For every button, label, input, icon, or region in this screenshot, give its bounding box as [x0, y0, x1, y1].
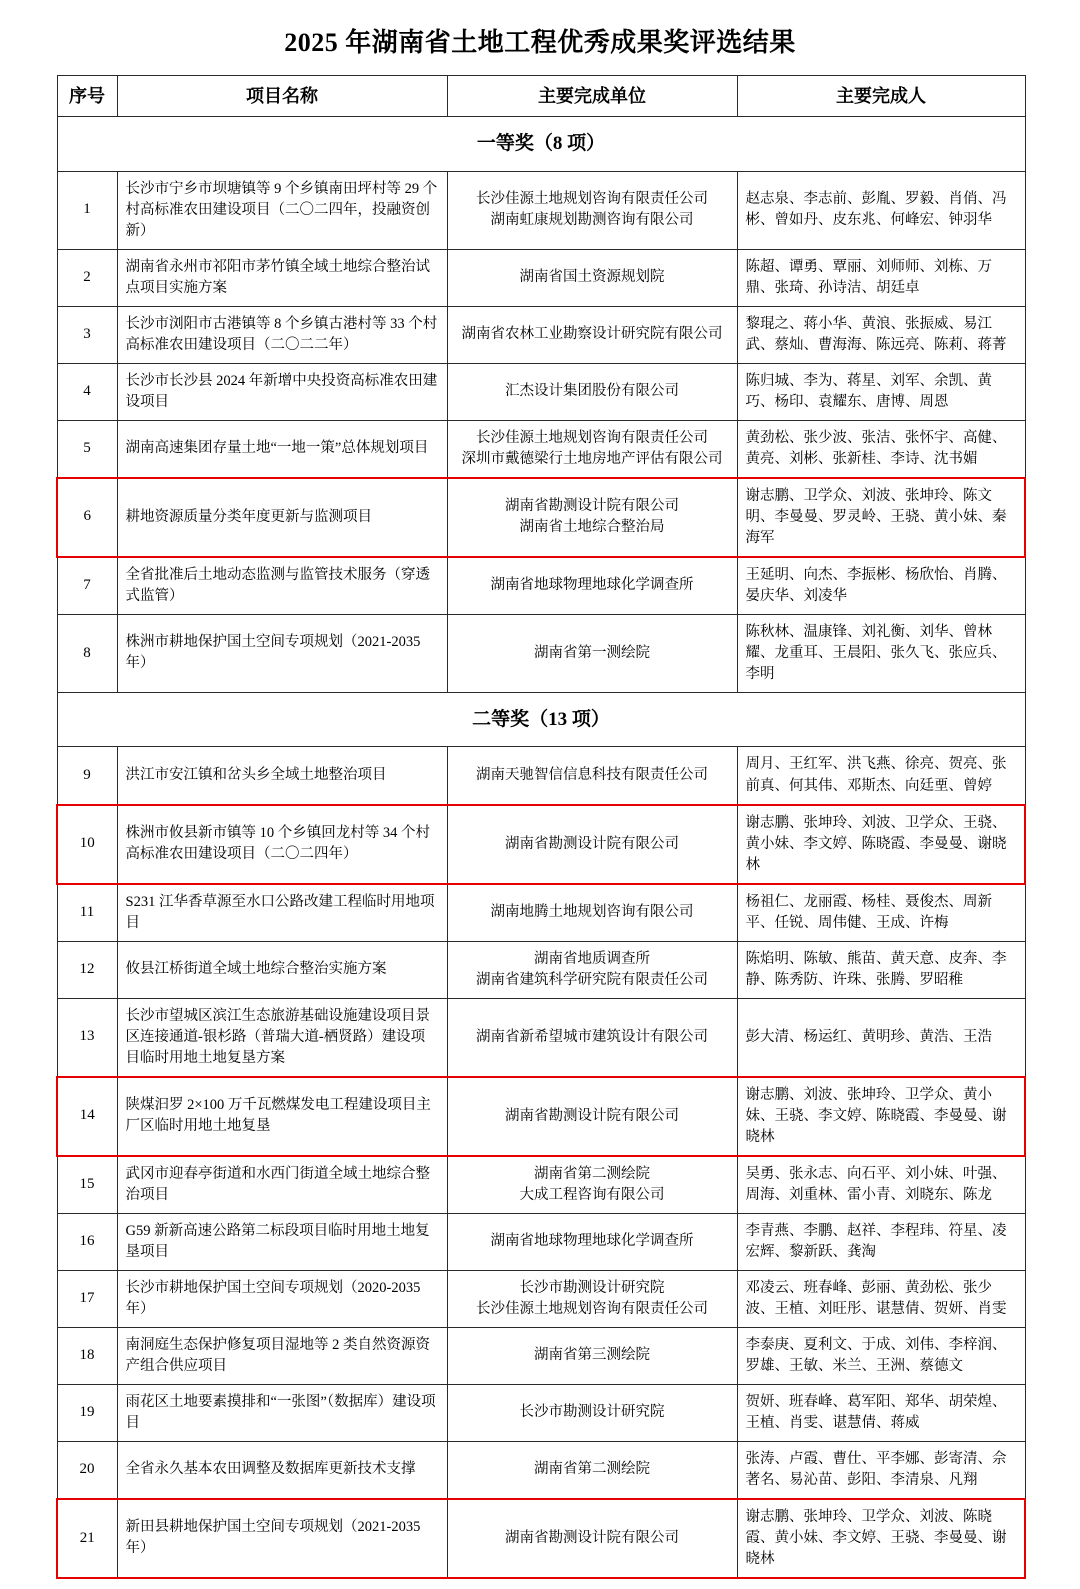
unit-line: 湖南省第一测绘院 — [534, 644, 650, 661]
unit-line: 大成工程咨询有限公司 — [519, 1186, 665, 1203]
unit-line: 长沙佳源土地规划咨询有限责任公司 — [476, 429, 708, 446]
completing-people: 李青燕、李鹏、赵祥、李程玮、符星、凌宏辉、黎新跃、龚淘 — [737, 1213, 1025, 1270]
table-row — [57, 1156, 1025, 1214]
header-row — [57, 76, 1025, 117]
row-index: 16 — [57, 1213, 117, 1270]
column-header-people: 主要完成人 — [737, 76, 1025, 117]
unit-line: 湖南省勘测设计院有限公司 — [505, 498, 679, 515]
completing-people: 李泰庚、夏利文、于成、刘伟、李梓润、罗雄、王敏、米兰、王洲、蔡德文 — [737, 1327, 1025, 1384]
row-index: 8 — [57, 614, 117, 692]
column-header-project-name: 项目名称 — [117, 76, 447, 117]
completing-people: 谢志鹏、刘波、张坤玲、卫学众、黄小妹、王骁、李文婷、陈晓霞、李曼曼、谢晓林 — [737, 1077, 1025, 1156]
completing-unit — [447, 1327, 737, 1384]
unit-line: 湖南省第二测绘院 — [534, 1461, 650, 1478]
project-name: 武冈市迎春亭街道和水西门街道全域土地综合整治项目 — [117, 1156, 447, 1214]
completing-unit — [447, 1077, 737, 1156]
column-header-unit: 主要完成单位 — [447, 76, 737, 117]
completing-people: 谢志鹏、张坤玲、刘波、卫学众、王骁、黄小妹、李文婷、陈晓霞、李曼曼、谢晓林 — [737, 805, 1025, 884]
completing-unit — [447, 1499, 737, 1578]
completing-unit — [447, 805, 737, 884]
table-row — [57, 747, 1025, 805]
row-index: 17 — [57, 1270, 117, 1327]
row-index: 4 — [57, 363, 117, 420]
results-table — [56, 75, 1026, 1579]
unit-line: 湖南地腾土地规划咨询有限公司 — [490, 904, 694, 921]
row-index: 12 — [57, 941, 117, 998]
table-body — [57, 117, 1025, 1578]
table-row — [57, 478, 1025, 557]
completing-people: 谢志鹏、卫学众、刘波、张坤玲、陈文明、李曼曼、罗灵岭、王骁、黄小妹、秦海军 — [737, 478, 1025, 557]
table-row — [57, 1441, 1025, 1499]
table-row — [57, 306, 1025, 363]
completing-unit — [447, 1213, 737, 1270]
row-index: 9 — [57, 747, 117, 805]
row-index: 3 — [57, 306, 117, 363]
completing-unit — [447, 363, 737, 420]
completing-people: 赵志泉、李志前、彭胤、罗毅、肖俏、冯彬、曾如丹、皮东兆、何峰宏、钟羽华 — [737, 171, 1025, 249]
project-name: 长沙市浏阳市古港镇等 8 个乡镇古港村等 33 个村高标准农田建设项目（二〇二二年） — [117, 306, 447, 363]
project-name: 长沙市耕地保护国土空间专项规划（2020-2035 年） — [117, 1270, 447, 1327]
table-row — [57, 1213, 1025, 1270]
completing-unit — [447, 306, 737, 363]
completing-unit — [447, 1156, 737, 1214]
completing-unit — [447, 420, 737, 478]
table-row — [57, 249, 1025, 306]
unit-line: 湖南省新希望城市建筑设计有限公司 — [476, 1028, 708, 1045]
unit-line: 湖南省勘测设计院有限公司 — [505, 835, 679, 852]
completing-people: 黎琨之、蒋小华、黄浪、张振威、易江武、蔡灿、曹海海、陈远亮、陈莉、蒋菁 — [737, 306, 1025, 363]
unit-line: 湖南省农林工业勘察设计研究院有限公司 — [461, 326, 723, 343]
completing-people: 吴勇、张永志、向石平、刘小妹、叶强、周海、刘重林、雷小青、刘晓东、陈龙 — [737, 1156, 1025, 1214]
unit-line: 湖南省第二测绘院 — [534, 1165, 650, 1182]
row-index: 15 — [57, 1156, 117, 1214]
row-index: 21 — [57, 1499, 117, 1578]
table-row — [57, 884, 1025, 942]
completing-unit — [447, 884, 737, 942]
column-header-no: 序号 — [57, 76, 117, 117]
section-header-row — [57, 692, 1025, 747]
row-index: 10 — [57, 805, 117, 884]
table-row — [57, 998, 1025, 1077]
unit-line: 汇杰设计集团股份有限公司 — [505, 383, 679, 400]
unit-line: 湖南省第三测绘院 — [534, 1347, 650, 1364]
project-name: 全省永久基本农田调整及数据库更新技术支撑 — [117, 1441, 447, 1499]
completing-people: 王延明、向杰、李振彬、杨欣怡、肖腾、晏庆华、刘凌华 — [737, 557, 1025, 615]
row-index: 13 — [57, 998, 117, 1077]
completing-people: 彭大清、杨运红、黄明珍、黄浩、王浩 — [737, 998, 1025, 1077]
unit-line: 湖南省地球物理地球化学调查所 — [490, 1233, 694, 1250]
table-row — [57, 171, 1025, 249]
project-name: 南洞庭生态保护修复项目湿地等 2 类自然资源资产组合供应项目 — [117, 1327, 447, 1384]
completing-people: 邓凌云、班春峰、彭丽、黄劲松、张少波、王植、刘旺彤、谌慧倩、贺妍、肖雯 — [737, 1270, 1025, 1327]
completing-unit — [447, 171, 737, 249]
section-label: 一等奖（8 项） — [57, 117, 1025, 172]
table-row — [57, 1077, 1025, 1156]
row-index: 5 — [57, 420, 117, 478]
project-name: 湖南省永州市祁阳市茅竹镇全域土地综合整治试点项目实施方案 — [117, 249, 447, 306]
table-row — [57, 557, 1025, 615]
page-title: 2025 年湖南省土地工程优秀成果奖评选结果 — [284, 28, 796, 57]
completing-unit — [447, 1441, 737, 1499]
project-name: 长沙市宁乡市坝塘镇等 9 个乡镇南田坪村等 29 个村高标准农田建设项目（二〇二四年，投融资创新） — [117, 171, 447, 249]
project-name: 洪江市安江镇和岔头乡全域土地整治项目 — [117, 747, 447, 805]
table-row — [57, 1327, 1025, 1384]
row-index: 2 — [57, 249, 117, 306]
project-name: 新田县耕地保护国土空间专项规划（2021-2035 年） — [117, 1499, 447, 1578]
row-index: 11 — [57, 884, 117, 942]
unit-line: 深圳市戴德梁行土地房地产评估有限公司 — [461, 450, 723, 467]
table-header — [57, 76, 1025, 117]
completing-unit — [447, 1384, 737, 1441]
project-name: 长沙市望城区滨江生态旅游基础设施建设项目景区连接通道-银杉路（普瑞大道-栖贤路）建设项目临时用地土地复垦方案 — [117, 998, 447, 1077]
unit-line: 长沙市勘测设计研究院 — [519, 1279, 665, 1296]
unit-line: 湖南省地球物理地球化学调查所 — [490, 577, 694, 594]
completing-unit — [447, 614, 737, 692]
section-label: 二等奖（13 项） — [57, 692, 1025, 747]
unit-line: 湖南虹康规划勘测咨询有限公司 — [490, 212, 694, 229]
completing-people: 周月、王红军、洪飞燕、徐亮、贺亮、张前真、何其伟、邓斯杰、向廷垔、曾婷 — [737, 747, 1025, 805]
project-name: 株洲市耕地保护国土空间专项规划（2021-2035 年） — [117, 614, 447, 692]
table-row — [57, 1270, 1025, 1327]
project-name: 株洲市攸县新市镇等 10 个乡镇回龙村等 34 个村高标准农田建设项目（二〇二四年） — [117, 805, 447, 884]
completing-people: 黄劲松、张少波、张洁、张怀宇、高健、黄亮、刘彬、张新桂、李诗、沈书媚 — [737, 420, 1025, 478]
project-name: 攸县江桥街道全域土地综合整治实施方案 — [117, 941, 447, 998]
project-name: G59 新新高速公路第二标段项目临时用地土地复垦项目 — [117, 1213, 447, 1270]
completing-people: 陈超、谭勇、覃丽、刘师师、刘栋、万鼎、张琦、孙诗洁、胡廷卓 — [737, 249, 1025, 306]
table-row — [57, 805, 1025, 884]
unit-line: 湖南省国土资源规划院 — [519, 269, 665, 286]
project-name: 耕地资源质量分类年度更新与监测项目 — [117, 478, 447, 557]
table-row — [57, 614, 1025, 692]
completing-unit — [447, 557, 737, 615]
unit-line: 湖南省建筑科学研究院有限责任公司 — [476, 971, 708, 988]
unit-line: 长沙佳源土地规划咨询有限责任公司 — [476, 1300, 708, 1317]
project-name: 陕煤汩罗 2×100 万千瓦燃煤发电工程建设项目主厂区临时用地土地复垦 — [117, 1077, 447, 1156]
completing-people: 张涛、卢霞、曹仕、平李娜、彭寄清、佘著名、易沁苗、彭阳、李清泉、凡翔 — [737, 1441, 1025, 1499]
unit-line: 湖南省勘测设计院有限公司 — [505, 1529, 679, 1546]
row-index: 1 — [57, 171, 117, 249]
project-name: S231 江华香草源至水口公路改建工程临时用地项目 — [117, 884, 447, 942]
project-name: 长沙市长沙县 2024 年新增中央投资高标准农田建设项目 — [117, 363, 447, 420]
table-row — [57, 1499, 1025, 1578]
row-index: 19 — [57, 1384, 117, 1441]
project-name: 湖南高速集团存量土地“一地一策”总体规划项目 — [117, 420, 447, 478]
completing-unit — [447, 249, 737, 306]
unit-line: 湖南省地质调查所 — [534, 950, 650, 967]
completing-people: 陈归城、李为、蒋星、刘军、余凯、黄巧、杨印、袁耀东、唐博、周恩 — [737, 363, 1025, 420]
row-index: 7 — [57, 557, 117, 615]
completing-people: 陈秋林、温康锋、刘礼衡、刘华、曾林耀、龙重耳、王晨阳、张久飞、张应兵、李明 — [737, 614, 1025, 692]
unit-line: 湖南天驰智信信息科技有限责任公司 — [476, 766, 708, 783]
completing-people: 谢志鹏、张坤玲、卫学众、刘波、陈晓霞、黄小妹、李文婷、王骁、李曼曼、谢晓林 — [737, 1499, 1025, 1578]
unit-line: 湖南省勘测设计院有限公司 — [505, 1107, 679, 1124]
row-index: 14 — [57, 1077, 117, 1156]
completing-unit — [447, 998, 737, 1077]
unit-line: 湖南省土地综合整治局 — [519, 519, 665, 536]
row-index: 6 — [57, 478, 117, 557]
table-row — [57, 363, 1025, 420]
table-row — [57, 941, 1025, 998]
unit-line: 长沙市勘测设计研究院 — [519, 1404, 665, 1421]
completing-people: 贺妍、班春峰、葛军阳、郑华、胡荣煌、王植、肖雯、谌慧倩、蒋威 — [737, 1384, 1025, 1441]
completing-people: 杨祖仁、龙丽霞、杨桂、聂俊杰、周新平、任锐、周伟健、王成、许梅 — [737, 884, 1025, 942]
row-index: 20 — [57, 1441, 117, 1499]
completing-unit — [447, 747, 737, 805]
table-row — [57, 420, 1025, 478]
row-index: 18 — [57, 1327, 117, 1384]
unit-line: 长沙佳源土地规划咨询有限责任公司 — [476, 191, 708, 208]
section-header-row — [57, 117, 1025, 172]
project-name: 全省批准后土地动态监测与监管技术服务（穿透式监管） — [117, 557, 447, 615]
completing-unit — [447, 1270, 737, 1327]
completing-unit — [447, 941, 737, 998]
completing-unit — [447, 478, 737, 557]
completing-people: 陈焰明、陈敏、熊苗、黄天意、皮奔、李静、陈秀防、许珠、张腾、罗昭稚 — [737, 941, 1025, 998]
project-name: 雨花区土地要素摸排和“一张图”（数据库）建设项目 — [117, 1384, 447, 1441]
table-row — [57, 1384, 1025, 1441]
